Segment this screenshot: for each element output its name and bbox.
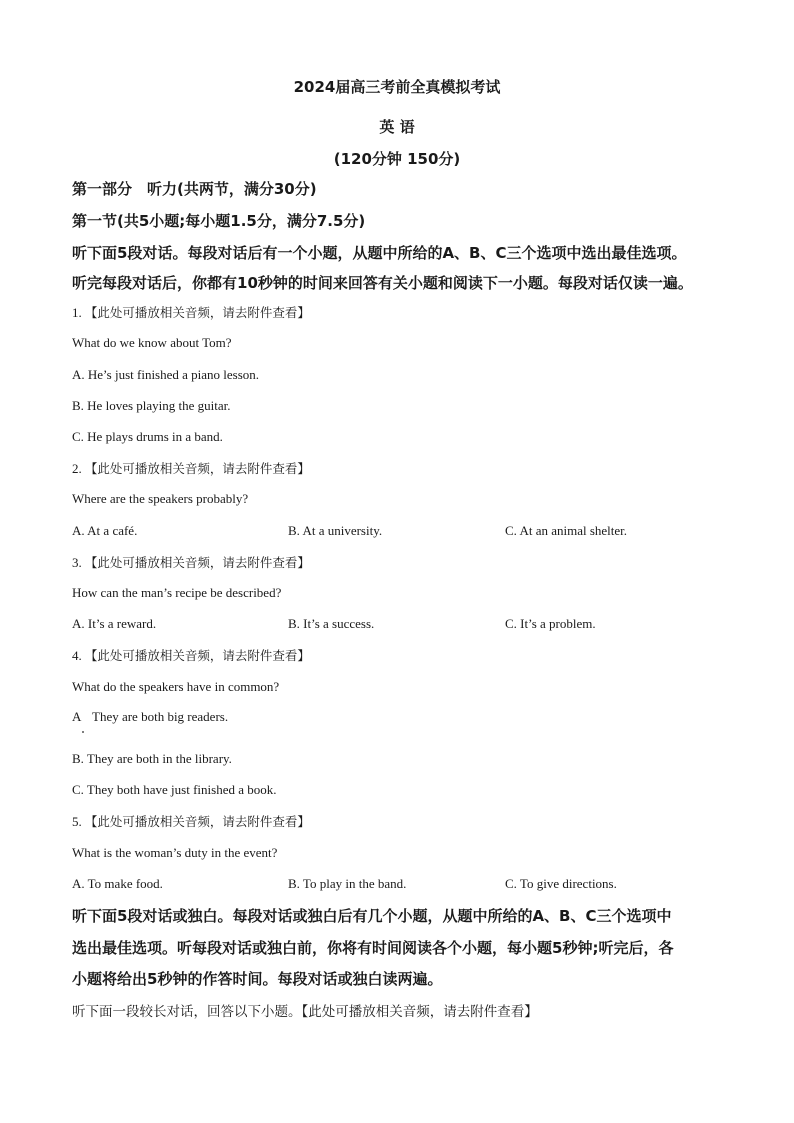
question-3-option-c: C. It’s a problem. bbox=[505, 616, 596, 631]
audio-tag[interactable]: 【此处可播放相关音频，请去附件查看】 bbox=[84, 648, 310, 663]
part-one-heading: 第一部分 听力(共两节，满分30分) bbox=[72, 180, 317, 198]
question-1-option-c: C. He plays drums in a band. bbox=[72, 429, 223, 444]
question-1-option-a: A. He’s just finished a piano lesson. bbox=[72, 367, 260, 382]
question-3-audio-line bbox=[72, 553, 310, 571]
question-4-option-a-letter: A bbox=[72, 709, 82, 724]
question-number: 4. bbox=[72, 648, 82, 663]
question-3-prompt: How can the man’s recipe be described? bbox=[72, 585, 282, 600]
instructions-two-line-1: 听下面5段对话或独白。每段对话或独白后有几个小题，从题中所给的A、B、C三个选项中 bbox=[72, 907, 672, 925]
audio-tag[interactable]: 【此处可播放相关音频，请去附件查看】 bbox=[84, 461, 310, 476]
question-4-option-a-text: They are both big readers. bbox=[92, 709, 229, 724]
question-5-option-a: A. To make food. bbox=[72, 876, 163, 891]
question-3-option-a: A. It’s a reward. bbox=[72, 616, 157, 631]
instructions-one-line-2: 听完每段对话后，你都有10秒钟的时间来回答有关小题和阅读下一小题。每段对话仅读一遍。 bbox=[72, 274, 693, 292]
question-2-prompt: Where are the speakers probably? bbox=[72, 491, 249, 506]
question-2-option-a: A. At a café. bbox=[72, 523, 138, 538]
question-4-audio-line bbox=[72, 646, 310, 664]
question-2-option-c: C. At an animal shelter. bbox=[505, 523, 628, 538]
subject-title: 英 语 bbox=[379, 118, 415, 136]
question-2-audio-line bbox=[72, 459, 310, 477]
question-number: 1. bbox=[72, 305, 82, 320]
question-5-prompt: What is the woman’s duty in the event? bbox=[72, 845, 278, 860]
long-dialogue-intro: 听下面一段较长对话，回答以下小题。【此处可播放相关音频，请去附件查看】 bbox=[72, 1004, 538, 1020]
section-one-heading: 第一节(共5小题;每小题1.5分，满分7.5分) bbox=[72, 212, 366, 230]
question-3-option-b: B. It’s a success. bbox=[288, 616, 375, 631]
question-4-option-b: B. They are both in the library. bbox=[72, 751, 232, 766]
instructions-two-line-3: 小题将给出5秒钟的作答时间。每段对话或独白读两遍。 bbox=[72, 970, 443, 988]
question-1-option-b: B. He loves playing the guitar. bbox=[72, 398, 231, 413]
time-score: (120分钟 150分) bbox=[333, 150, 461, 168]
question-2-option-b: B. At a university. bbox=[288, 523, 383, 538]
question-4-prompt: What do the speakers have in common? bbox=[72, 679, 280, 694]
question-4-option-c: C. They both have just finished a book. bbox=[72, 782, 277, 797]
question-number: 2. bbox=[72, 461, 82, 476]
question-5-option-b: B. To play in the band. bbox=[288, 876, 407, 891]
question-number: 3. bbox=[72, 555, 82, 570]
question-5-option-c: C. To give directions. bbox=[505, 876, 617, 891]
audio-tag[interactable]: 【此处可播放相关音频，请去附件查看】 bbox=[84, 814, 310, 829]
audio-tag[interactable]: 【此处可播放相关音频，请去附件查看】 bbox=[84, 555, 310, 570]
audio-tag[interactable]: 【此处可播放相关音频，请去附件查看】 bbox=[84, 305, 310, 320]
question-5-audio-line bbox=[72, 812, 310, 830]
question-number: 5. bbox=[72, 814, 82, 829]
instructions-two-line-2: 选出最佳选项。听每段对话或独白前，你将有时间阅读各个小题，每小题5秒钟;听完后，各 bbox=[72, 939, 674, 957]
instructions-one-line-1: 听下面5段对话。每段对话后有一个小题，从题中所给的A、B、C三个选项中选出最佳选项。 bbox=[72, 244, 687, 262]
question-1-prompt: What do we know about Tom? bbox=[72, 335, 232, 350]
stray-dot-mark bbox=[82, 731, 84, 733]
exam-title: 2024届高三考前全真模拟考试 bbox=[293, 78, 501, 96]
question-1-audio-line bbox=[72, 303, 310, 321]
